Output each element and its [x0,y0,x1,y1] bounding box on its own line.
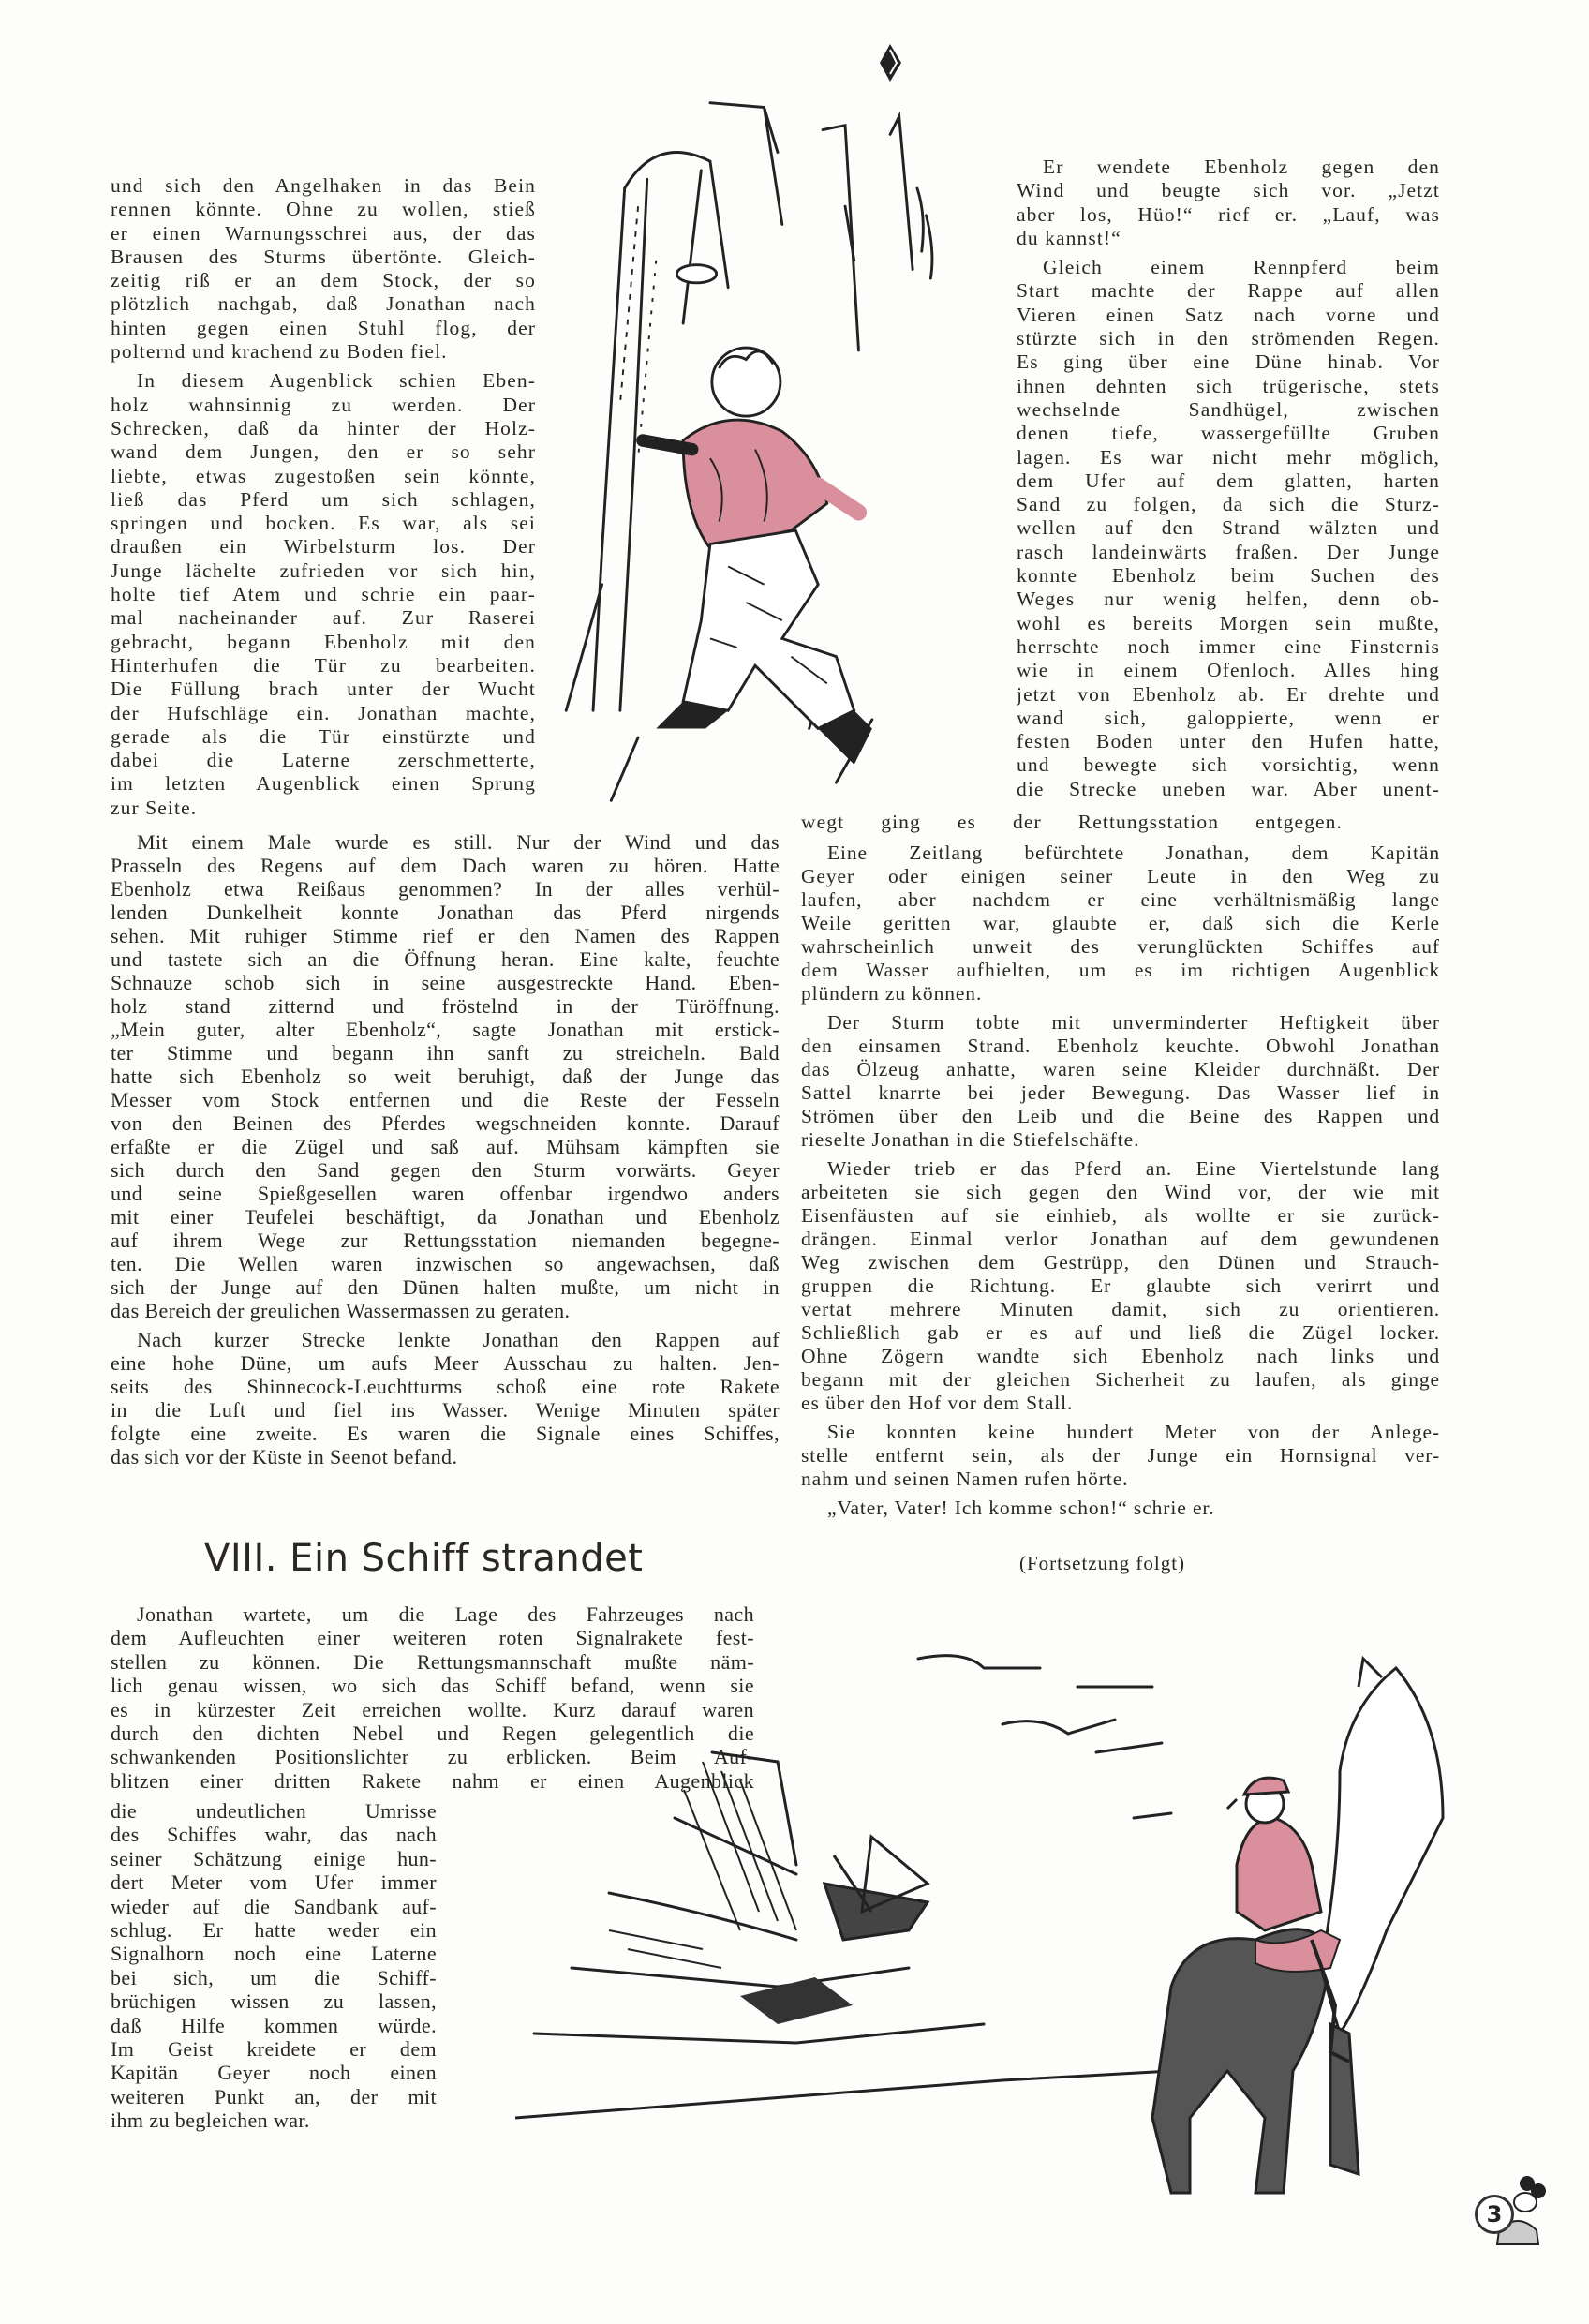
text-line: drängen. Einmal verlor Jonathan auf dem gewundenen [801,1228,1440,1250]
text-line: wieder auf die Sandbank auf- [111,1894,437,1918]
text-line: Signalhorn noch eine Laterne [111,1942,437,1966]
text-line: und seine Spießgesellen waren offenbar irgendwo anders [111,1182,780,1205]
text-line: „Mein guter, alter Ebenholz“, sagte Jonathan mit erstick- [111,1018,780,1041]
text-line: rasch landeinwärts fraßen. Der Junge [1017,540,1440,563]
text-line: „Vater, Vater! Ich komme schon!“ schrie er. [827,1497,1215,1519]
text-line: eine hohe Düne, um aufs Meer Ausschau zu halten. Jen- [111,1351,780,1375]
text-line: wohl es bereits Morgen sein mußte, [1017,611,1440,634]
text-line: gruppen die Richtung. Er glaubte sich verirrt und [801,1274,1440,1297]
text-line: im letzten Augenblick einen Sprung [111,772,536,796]
text-line: festen Boden unter den Hufen hatte, [1017,730,1440,753]
text-line: polternd und krachend zu Boden fiel. [111,340,448,364]
paragraph [111,830,780,1322]
text-line: aber los, Hüo!“ rief er. „Lauf, was [1017,202,1440,226]
text-line: erfaßte er die Zügel und saß auf. Mühsam kämpften sie [111,1135,780,1158]
text-line: wand dem Jungen, den er so sehr [111,440,536,464]
text-line: er einen Warnungsschrei aus, der das [111,221,536,245]
page-number: 3 [1475,2195,1514,2234]
text-line: Sand zu folgen, da sich die Sturz- [1017,493,1440,516]
text-line: hinten gegen einen Stuhl flog, der [111,316,536,339]
paragraph [801,1421,1440,1491]
text-line: ten. Die Wellen waren inzwischen so angewachsen, daß [111,1252,780,1275]
text-line: springen und bocken. Es war, als sei [111,512,536,535]
text-line: schlug. Er hatte weder ein [111,1917,437,1942]
paragraph [801,1157,1440,1415]
text-line: plötzlich nachgab, daß Jonathan nach [111,292,536,316]
text-line: Hinterhufen die Tür zu bearbeiten. [111,653,536,677]
text-line: Start machte der Rappe auf allen [1017,279,1440,303]
text-line: Schrecken, daß da hinter der Holz- [111,416,536,439]
text-line: es in kürzester Zeit erreichen wollte. Kurz darauf waren [111,1697,754,1721]
text-line: Sattel knarrte bei jeder Bewegung. Das Wasser lief in [801,1081,1440,1104]
text-line: daß Hilfe kommen würde. [111,2013,437,2037]
paragraph [801,1011,1440,1152]
text-line: ihnen dehnten sich trügerische, stets [1017,374,1440,397]
text-line: Eine Zeitlang befürchtete Jonathan, dem Kapitän [827,842,1440,864]
text-line: Brausen des Sturms übertönte. Gleich- [111,245,536,268]
text-line: draußen ein Wirbelsturm los. Der [111,535,536,559]
text-line: dem Ufer auf dem glatten, harten [1017,469,1440,492]
text-line: weiteren Punkt an, der mit [111,2084,437,2108]
text-line: Die Füllung brach unter der Wucht [111,678,536,701]
text-line: dem Aufleuchten einer weiteren roten Signalrakete fest- [111,1626,754,1650]
paragraph [111,369,536,820]
text-line: Im Geist kreidete er dem [111,2036,437,2061]
text-line: Junge lächelte zufrieden vor sich hin, [111,559,536,582]
text-line: ihm zu begleichen war. [111,2108,310,2133]
text-line: stürzte sich in den strömenden Regen. [1017,327,1440,350]
text-line: brüchigen wissen zu lassen, [111,1989,437,2014]
text-line: laufen, aber nachdem er eine verhältnismäßig lange [801,888,1440,911]
text-line: das Ölzeug anhatte, waren seine Kleider durchnäßt. Der [801,1058,1440,1080]
text-line: es über den Hof vor dem Stall. [801,1392,1074,1414]
text-line: Wind und beugte sich vor. „Jetzt [1017,179,1440,202]
text-line: Mit einem Male wurde es still. Nur der Wind und das [137,830,780,854]
paragraph [801,842,1440,1006]
text-line: wahrscheinlich unweit des verunglückten Schiffes auf [801,935,1440,958]
text-line: dabei die Laterne zerschmetterte, [111,749,536,772]
text-line: liebte, etwas zugestoßen sein könnte, [111,464,536,487]
text-line: des Schiffes wahr, das nach [111,1823,437,1847]
text-line: holz stand zitternd und fröstelnd in der Türöffnung. [111,994,780,1018]
text-line: und sich den Angelhaken in das Bein [111,174,536,197]
text-line: und tastete sich an die Öffnung heran. Eine kalte, feuchte [111,947,780,971]
text-line: Kapitän Geyer noch einen [111,2061,437,2085]
text-line: mal nacheinander auf. Zur Raserei [111,606,536,630]
text-line: Der Sturm tobte mit unverminderter Heftigkeit über [827,1011,1440,1034]
text-line: jetzt von Ebenholz ab. Er drehte und [1017,682,1440,706]
illustration-boy-at-door [548,75,1007,806]
text-line: mit einer Teufelei beschäftigt, da Jonathan und Ebenholz [111,1205,780,1229]
text-line: durch den dichten Nebel und Regen gelegentlich die [111,1721,754,1745]
text-line: Jonathan wartete, um die Lage des Fahrzeuges nach [137,1602,754,1626]
text-line: wellen auf den Strand wälzten und [1017,516,1440,540]
text-line: und bewegte sich vorsichtig, wenn [1017,753,1440,777]
text-line: dert Meter vom Ufer immer [111,1870,437,1895]
text-line: bei sich, um die Schiff- [111,1965,437,1989]
text-line: Messer vom Stock entfernen und die Reste der Fesseln [111,1088,780,1111]
article-column-left-middle [111,830,780,1468]
text-line: rieselte Jonathan in die Stiefelschäfte. [801,1128,1140,1151]
text-line: Es ging über eine Düne hinab. Vor [1017,350,1440,374]
text-line: holz wahnsinnig zu werden. Der [111,393,536,416]
text-line: auf ihrem Wege zur Rettungsstation niemanden begegne- [111,1229,780,1252]
text-line: Ebenholz etwa Reißaus genommen? In der alles verhül- [111,877,780,901]
text-line: zur Seite. [111,796,198,819]
text-line: hatte sich Ebenholz so weit beruhigt, daß der Junge das [111,1065,780,1088]
text-line: vertat mehrere Minuten damit, sich zu orientieren. [801,1298,1440,1320]
text-line: sich der Junge auf den Dünen halten mußte, um nicht in [111,1275,780,1299]
article-column-right-middle [801,842,1440,1520]
text-line: In diesem Augenblick schien Eben- [137,369,536,393]
text-line: die Strecke uneben war. Aber unent- [1017,777,1440,800]
text-line: du kannst!“ [1017,226,1121,249]
paragraph [111,174,536,364]
text-line: der Hufschläge ein. Jonathan machte, [111,701,536,724]
text-line: ter Stimme und begann ihn sanft zu streicheln. Bald [111,1041,780,1065]
text-line: das Bereich der greulichen Wassermassen zu geraten. [111,1299,571,1322]
text-line: seiner Schätzung einige hun- [111,1846,437,1870]
text-line: rennen könnte. Ohne zu wollen, stieß [111,198,536,221]
text-line: lich genau wissen, wo sich das Schiff befand, wenn sie [111,1674,754,1698]
text-line: Weges nur wenig helfen, denn ob- [1017,588,1440,611]
text-line: holte tief Atem und schrie ein paar- [111,583,536,606]
article-column-right-top [1017,156,1440,801]
text-line: schwankenden Positionslichter zu erblicken. Beim Auf- [111,1745,754,1769]
text-line: gebracht, begann Ebenholz mit den [111,630,536,653]
text-line: zeitig riß er an dem Stock, der so [111,269,536,292]
text-line: stellen zu können. Die Rettungsmannschaft mußte näm- [111,1649,754,1674]
text-line: folgte eine zweite. Es waren die Signale eines Schiffes, [111,1422,780,1445]
chapter-paragraph-narrow [111,1799,437,2132]
text-line: gerade als die Tür einstürzte und [111,724,536,748]
text-line: Prasseln des Regens auf dem Dach waren zu hören. Hatte [111,854,780,877]
text-line: seits des Shinnecock-Leuchtturms schoß eine rote Rakete [111,1375,780,1398]
text-line: Weg zwischen dem Gestrüpp, den Dünen und Strauch- [801,1251,1440,1274]
text-line: Vieren einen Satz nach vorne und [1017,303,1440,326]
text-line: wand sich, galoppierte, wenn er [1017,706,1440,729]
paragraph [111,1328,780,1468]
text-line: Nach kurzer Strecke lenkte Jonathan den Rappen auf [137,1328,780,1351]
text-line: ließ das Pferd um sich schlagen, [111,487,536,511]
text-line: Weile geritten war, glaubte er, daß sich die Kerle [801,912,1440,934]
text-line: sich durch den Sand gegen den Sturm vorwärts. Geyer [111,1158,780,1182]
text-line: Schnauze schob sich in seine ausgestreckte Hand. Eben- [111,971,780,994]
text-line: nahm und seinen Namen rufen hörte. [801,1467,1129,1490]
text-line: in die Luft und fiel ins Wasser. Wenige Minuten später [111,1398,780,1422]
text-line: Er wendete Ebenholz gegen den [1043,156,1440,178]
text-line: blitzen einer dritten Rakete nahm er einen Augenblick [111,1768,754,1793]
paragraph [1017,256,1440,801]
text-line: herrschte noch immer eine Finsternis [1017,634,1440,658]
text-line: wie in einem Ofenloch. Alles hing [1017,659,1440,682]
text-line: Gleich einem Rennpferd beim [1043,256,1440,279]
continuation-note: (Fortsetzung folgt) [1019,1552,1186,1574]
text-line: Sie konnten keine hundert Meter von der Anlege- [827,1421,1440,1443]
text-line: den einsamen Strand. Ebenholz keuchte. Obwohl Jonathan [801,1035,1440,1057]
text-line: Ohne Zögern wandte sich Ebenholz nach links und [801,1345,1440,1367]
illustration-rider-on-horse [515,1631,1490,2212]
text-line: Strömen über den Leib und die Beine des Rappen und [801,1105,1440,1127]
paragraph [801,1497,1440,1520]
text-line: Geyer oder einigen seiner Leute in den Weg zu [801,865,1440,887]
text-line: dem Wasser aufhielten, um es im richtigen Augenblick [801,959,1440,981]
text-line: plündern zu können. [801,982,983,1005]
text-line: Schließlich gab er es auf und ließ die Zügel locker. [801,1321,1440,1344]
text-line: konnte Ebenholz beim Suchen des [1017,564,1440,588]
text-line: sehen. Mit ruhiger Stimme rief er den Namen des Rappen [111,924,780,947]
text-line: stelle entfernt sein, als der Junge ein Hornsignal ver- [801,1444,1440,1467]
text-line: wechselnde Sandhügel, zwischen [1017,397,1440,421]
paragraph [111,1799,437,2132]
text-line: Wieder trieb er das Pferd an. Eine Viertelstunde lang [827,1157,1440,1180]
text-line: das sich vor der Küste in Seenot befand. [111,1445,458,1468]
text-line: begann mit der gleichen Sicherheit zu laufen, als ginge [801,1368,1440,1391]
article-continuation-line: wegt ging es der Rettungsstation entgegen. [801,811,1343,833]
text-line: von den Beinen des Pferdes wegschneiden konnte. Darauf [111,1111,780,1135]
text-line: lagen. Es war nicht mehr möglich, [1017,445,1440,469]
text-line: Eisenfäusten auf sie einhieb, als wollte er sie zurück- [801,1204,1440,1227]
text-line: die undeutlichen Umrisse [111,1799,437,1823]
text-line: lenden Dunkelheit konnte Jonathan das Pferd nirgends [111,901,780,924]
paragraph [1017,156,1440,250]
text-line: denen tiefe, wassergefüllte Gruben [1017,422,1440,445]
article-column-left-top [111,174,536,820]
text-line: arbeiteten sie sich gegen den Wind vor, der wie mit [801,1181,1440,1203]
chapter-heading: VIII. Ein Schiff strandet [204,1537,644,1580]
